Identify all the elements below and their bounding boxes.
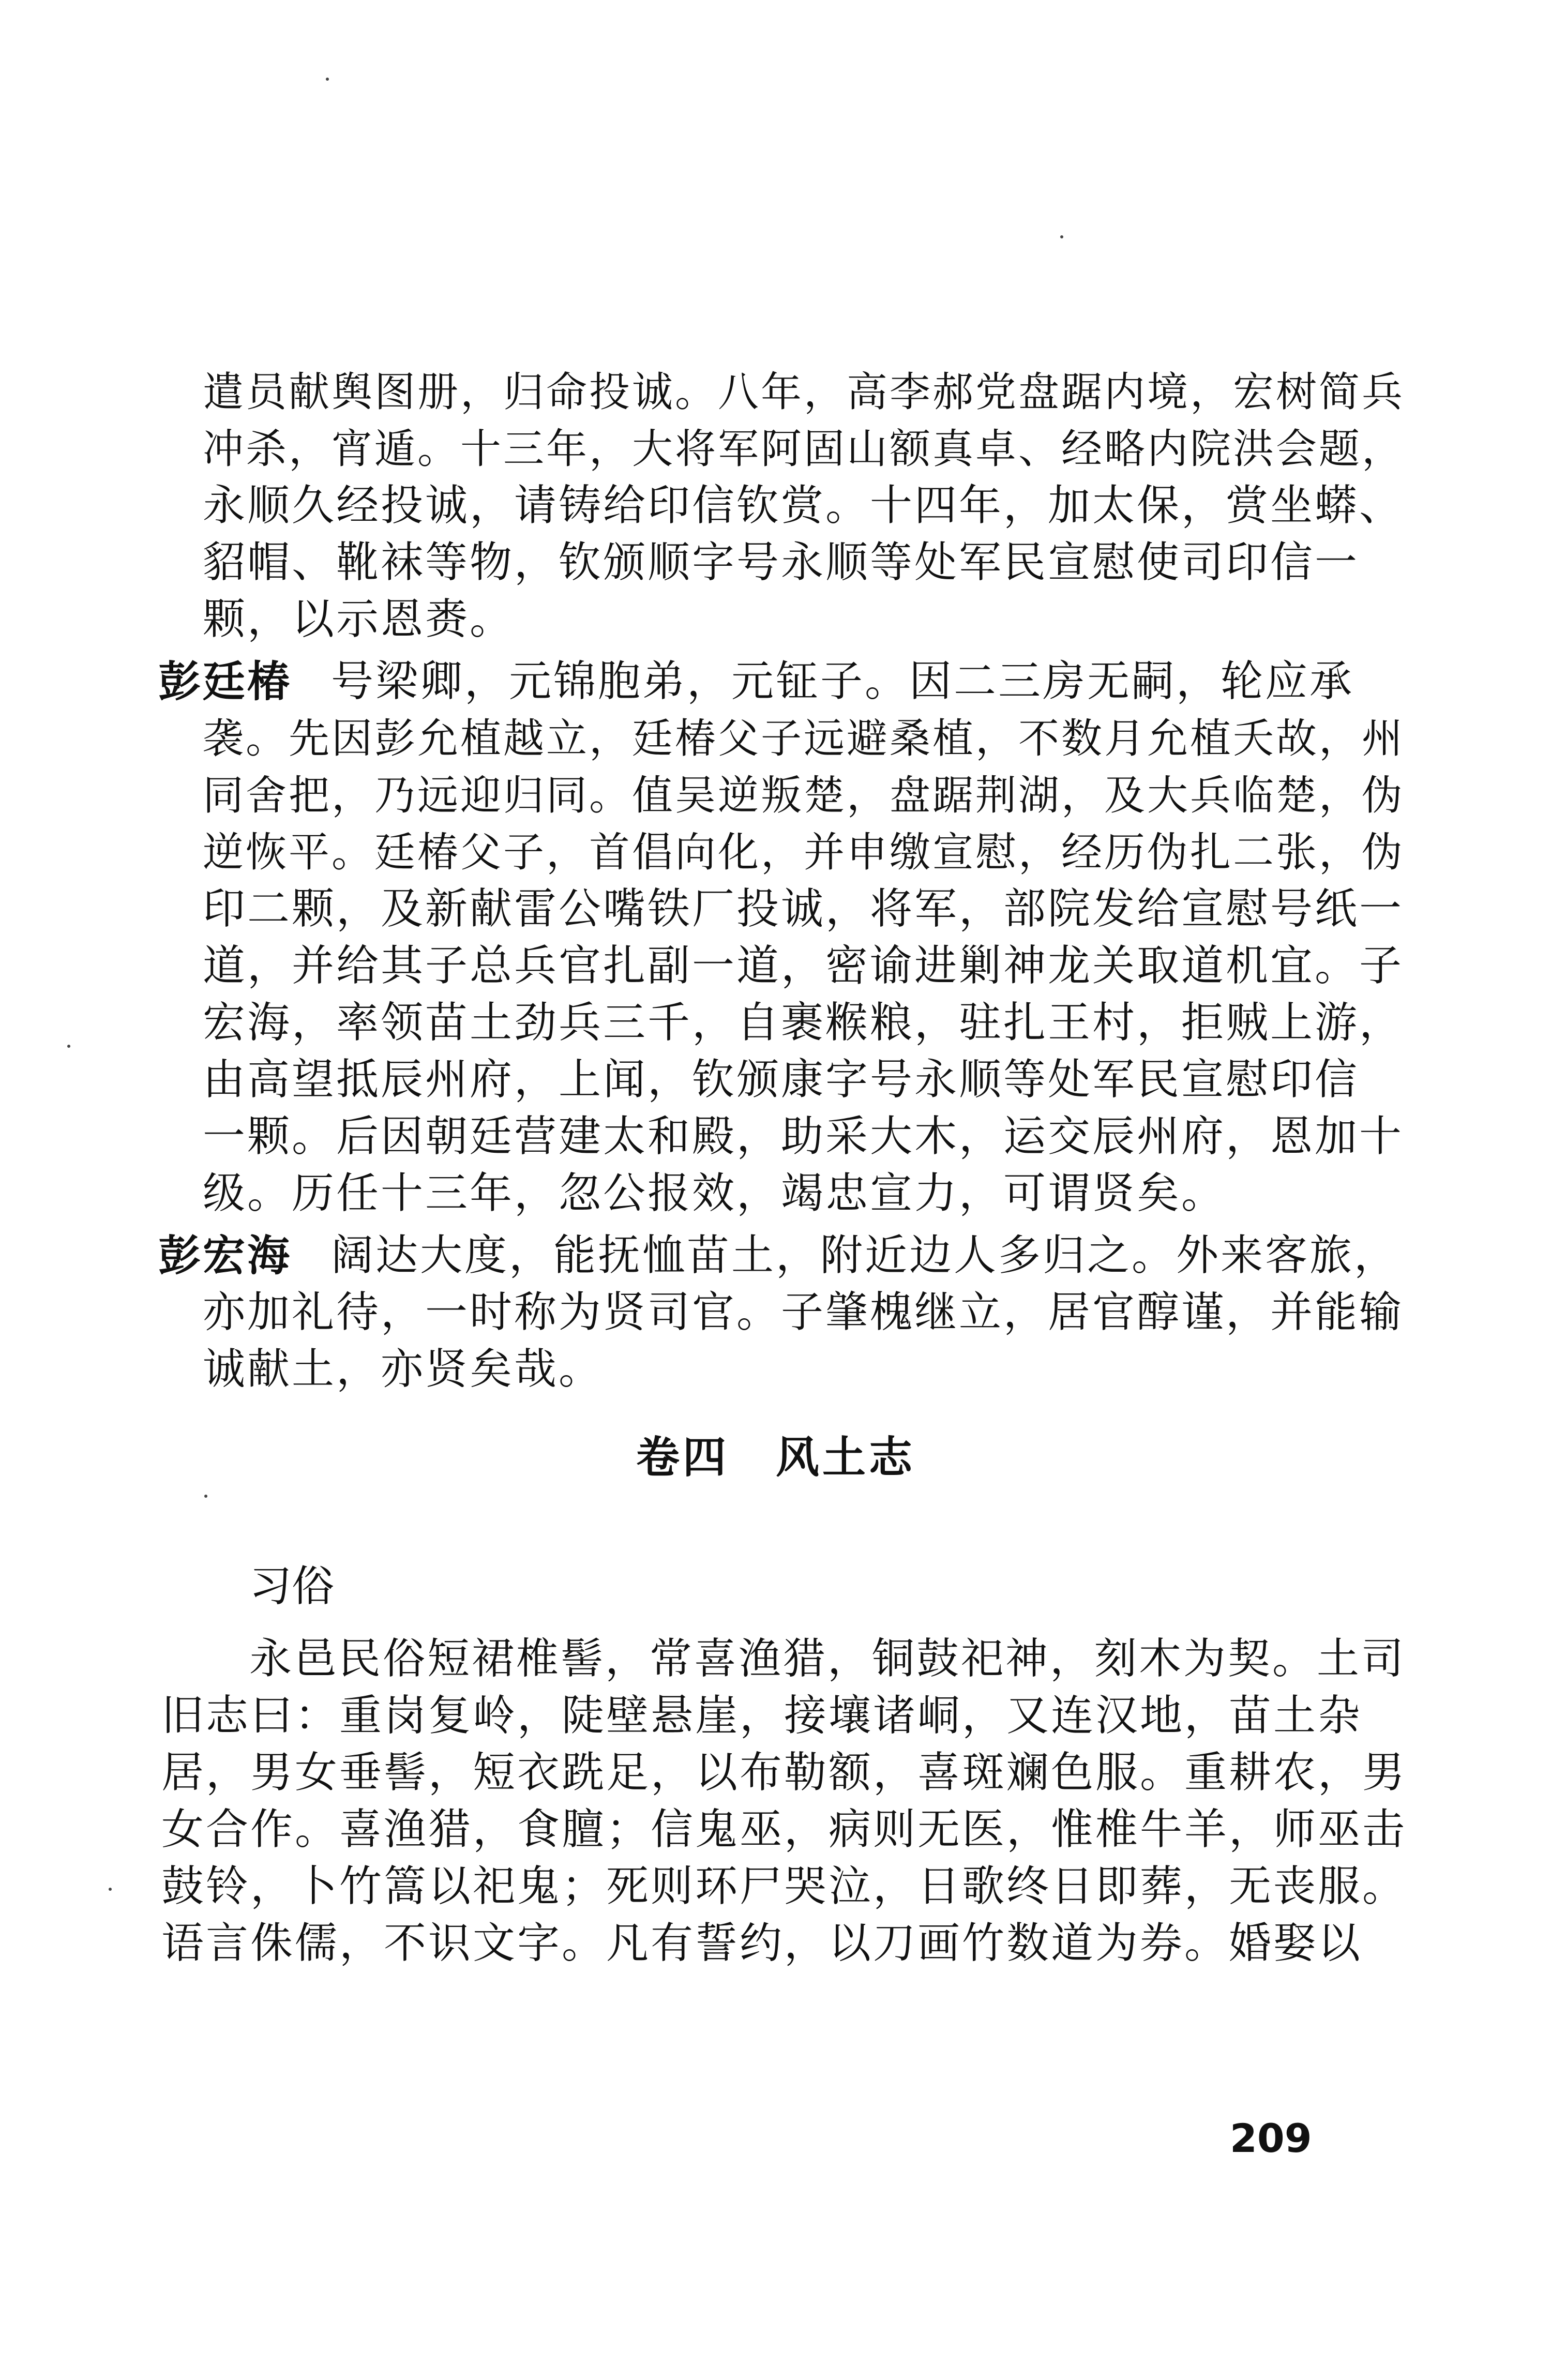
section-title: 卷四 风土志 — [636, 1432, 916, 1483]
entry-name-tingchun: 彭廷椿 — [158, 657, 292, 706]
text-line: 冲杀，宵遁。十三年，大将军阿固山额真卓、经略内院洪会题， — [203, 425, 1405, 473]
text-line: 袭。先因彭允植越立，廷椿父子远避桑植，不数月允植夭故，州 — [203, 715, 1405, 762]
page-number: 209 — [1230, 2115, 1312, 2161]
text-line: 貂帽、靴袜等物，钦颁顺字号永顺等处军民宣慰使司印信一 — [203, 538, 1360, 587]
text-line: 永顺久经投诚，请铸给印信钦赏。十四年，加太保，赏坐蟒、 — [203, 481, 1404, 530]
text-line: 宏海，率领苗土劲兵三千，自裹糇粮，驻扎王村，拒贼上游， — [203, 998, 1404, 1047]
text-line: 同舍把，乃远迎归同。值吴逆叛楚，盘踞荆湖，及大兵临楚，伪 — [203, 772, 1405, 819]
text-line: 鼓铃，卜竹篙以祀鬼；死则环尸哭泣，日歌终日即葬，无丧服。 — [161, 1862, 1407, 1911]
entry-name-honghai: 彭宏海 — [158, 1231, 292, 1281]
scan-speck — [1060, 235, 1063, 238]
text-line: 永邑民俗短裙椎髻，常喜渔猎，铜鼓祀神，刻木为契。土司 — [249, 1634, 1406, 1683]
section-subtitle: 习俗 — [249, 1562, 335, 1611]
text-line: 号梁卿，元锦胞弟，元钲子。因二三房无嗣，轮应承 — [331, 657, 1354, 706]
text-line: 女合作。喜渔猎，食膻；信鬼巫，病则无医，惟椎牛羊，师巫击 — [161, 1805, 1407, 1854]
scan-speck — [109, 1888, 112, 1891]
text-line: 印二颗，及新献雷公嘴铁厂投诚，将军，部院发给宣慰号纸一 — [203, 884, 1404, 933]
text-line: 道，并给其子总兵官扎副一道，密谕进剿神龙关取道机宜。子 — [203, 941, 1404, 990]
text-line: 级。历任十三年，忽公报效，竭忠宣力，可谓贤矣。 — [203, 1169, 1226, 1218]
text-line: 由高望抵辰州府，上闻，钦颁康字号永顺等处军民宣慰印信 — [203, 1055, 1360, 1104]
text-line: 遣员献舆图册，归命投诚。八年，高李郝党盘踞内境，宏树简兵 — [203, 368, 1405, 416]
text-line: 居，男女垂髻，短衣跣足，以布勒额，喜斑斓色服。重耕农，男 — [161, 1748, 1407, 1797]
text-line: 语言侏儒，不识文字。凡有誓约，以刀画竹数道为券。婚娶以 — [161, 1919, 1363, 1968]
scan-speck — [326, 78, 329, 81]
text-line: 诚献土，亦贤矣哉。 — [203, 1345, 604, 1394]
text-line: 旧志曰：重岗复岭，陡壁悬崖，接壤诸峒，又连汉地，苗土杂 — [161, 1691, 1363, 1740]
text-line: 亦加礼待，一时称为贤司官。子肇槐继立，居官醇谨，并能输 — [203, 1288, 1404, 1337]
text-line: 逆恢平。廷椿父子，首倡向化，并申缴宣慰，经历伪扎二张，伪 — [203, 829, 1405, 876]
text-line: 颗，以示恩赉。 — [203, 595, 515, 644]
text-line: 一颗。后因朝廷营建太和殿，助采大木，运交辰州府，恩加十 — [203, 1112, 1404, 1161]
text-line: 阔达大度，能抚恤苗土，附近边人多归之。外来客旅， — [331, 1231, 1399, 1280]
scan-speck — [67, 1045, 70, 1048]
scan-speck — [204, 1495, 207, 1498]
